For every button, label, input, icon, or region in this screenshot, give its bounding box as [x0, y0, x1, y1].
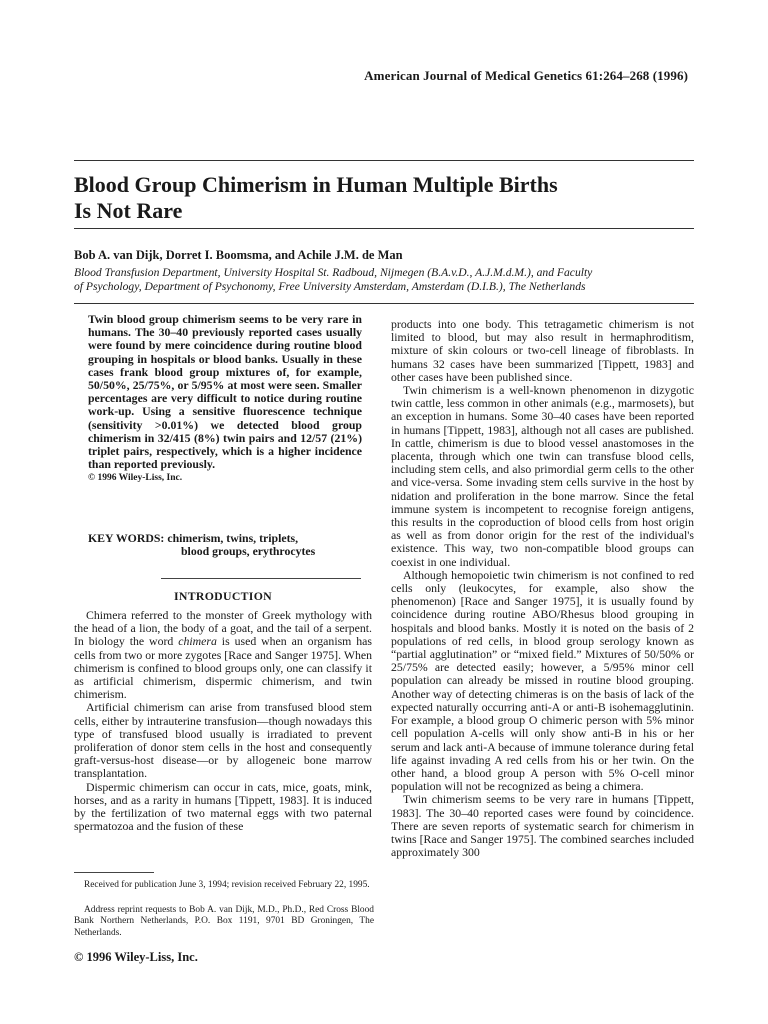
- keywords-label: KEY WORDS:: [88, 531, 165, 545]
- affiliation-line-2: of Psychology, Department of Psychonomy, Free University Amsterdam, Amsterdam (D.I.B.), The Netherlands: [74, 280, 586, 293]
- keywords: [88, 532, 362, 558]
- abstract-copyright: © 1996 Wiley-Liss, Inc.: [88, 473, 183, 484]
- footnote-rule: [74, 872, 154, 873]
- page-copyright: © 1996 Wiley-Liss, Inc.: [74, 950, 198, 964]
- title-rule-top: [74, 160, 694, 161]
- journal-citation: American Journal of Medical Genetics 61:264–268 (1996): [364, 68, 688, 83]
- introduction-heading: INTRODUCTION: [174, 589, 272, 603]
- title-line-1: Blood Group Chimerism in Human Multiple Births: [74, 172, 558, 197]
- footnote-received: Received for publication June 3, 1994; revision received February 22, 1995.: [84, 880, 370, 890]
- affiliation: [74, 266, 694, 294]
- keywords-line-1: chimerism, twins, triplets,: [167, 531, 299, 545]
- author-list: Bob A. van Dijk, Dorret I. Boomsma, and Achile J.M. de Man: [74, 248, 403, 262]
- footnote-address: Address reprint requests to Bob A. van Dijk, M.D., Ph.D., Red Cross Blood Bank Northern Netherlands, P.O. Box 1191, 9701 BD Groningen, The Netherlands.: [74, 905, 374, 938]
- intro-paragraph-1: Chimera referred to the monster of Greek mythology with the head of a lion, the body of a goat, and the tail of a serpent. In biology the word chimera is used when an organism has cells from two or more zygotes [Race and Sanger 1975]. When chimerism is confined to blood groups only, one can classify it as artificial chimerism, dispermic chimerism, and twin chimerism.: [74, 608, 373, 702]
- right-paragraph-4: Twin chimerism seems to be very rare in humans [Tippett, 1983]. The 30–40 reported cases were found by coincidence. There are seven reports of systematic search for chimerism in twins [Race and Sanger 1975]. The combined searches included approximately 300: [391, 792, 694, 860]
- right-paragraph-2: Twin chimerism is a well-known phenomenon in dizygotic twin cattle, less common in other animals (e.g., marmosets), but an exception in humans. Some 30–40 cases have been reported in humans [Tippett, 1983], although not all cases are published. In cattle, chimerism is due to blood vessel anastomoses in the placenta, through which one twin can transfuse blood cells, including stem cells, and also primordial germ cells to the other and vice-versa. Some invading stem cells survive in the host by nidation and proliferation in the bone marrow. Since the fetal immune system is incompetent to recognise foreign antigens, this results in the coproduction of blood cells from host origin as well as from donor origin for the rest of the individual's existence. This way, two non-compatible blood groups can coexist in one individual.: [391, 383, 694, 569]
- chimera-term: chimera: [178, 634, 217, 649]
- introduction-body: [74, 609, 372, 833]
- intro-paragraph-2: Artificial chimerism can arise from transfused blood stem cells, either by intrauterine transfusion—though nowadays this type of transfused blood usually is irradiated to prevent proliferation of donor stem cells in the host and consequently graft-versus-host disease—or by allogeneic bone marrow transplantation.: [74, 700, 372, 781]
- right-paragraph-3: Although hemopoietic twin chimerism is not confined to red cells only (leukocytes, for example, also show the phenomenon) [Race and Sanger 1975], it is usually found by coincidence during routine ABO/Rhesus blood grouping in hospitals and blood banks. Mostly it is noted on the basis of 2 populations of red cells, in blood group serology known as “partial agglutination” or “mixed field.” Mixtures of 50/50% or 25/75% are detected easily; however, a 5/95% minor cell population can already be missed in routine blood grouping. Another way of detecting chimeras is on the basis of lack of the expected naturally occurring anti-A or anti-B isohemagglutinin. For example, a blood group O chimeric person with 5% minor cell population A-cells will only show anti-B in his or her serum and lack anti-A because of immune tolerance during fetal life against invading A red cells from his or her twin. On the other hand, a blood group A person with 5% O-cell minor population will not be recognized as being a chimera.: [391, 567, 694, 794]
- affiliation-line-1: Blood Transfusion Department, University Hospital St. Radboud, Nijmegen (B.A.v.D., A.J.M.d.M.), and Faculty: [74, 266, 593, 279]
- abstract-text: Twin blood group chimerism seems to be very rare in humans. The 30–40 previously reported cases usually were found by mere coincidence during routine blood grouping in hospitals or blood banks. Usually in these cases frank blood group mixtures of, for example, 50/50%, 25/75%, or 5/95% at most were seen. Smaller percentages are very difficult to notice during routine work-up. Using a sensitive fluorescence technique (sensitivity >0.01%) we detected blood group chimerism in 32/415 (8%) twin pairs and 12/57 (21%) triplet pairs, respectively, which is a higher incidence than reported previously.: [88, 312, 362, 472]
- title-rule-bottom: [74, 228, 694, 229]
- right-paragraph-1: products into one body. This tetragametic chimerism is not limited to blood, but may also result in hermaphroditism, mixture of skin colours or two-cell lineage of fibroblasts. In humans 32 cases have been summarized [Tippett, 1983] and other cases have been published since.: [391, 317, 694, 384]
- keywords-line-2: blood groups, erythrocytes: [181, 544, 316, 559]
- abstract: [88, 313, 362, 486]
- header-rule: [74, 303, 694, 304]
- section-divider: [161, 578, 361, 579]
- intro-paragraph-3: Dispermic chimerism can occur in cats, mice, goats, mink, horses, and as a rarity in humans [Tippett, 1983]. It is induced by the fertilization of two maternal eggs with two paternal spermatozoa and the fusion of these: [74, 779, 372, 834]
- right-column-body: [391, 318, 694, 859]
- article-title: [74, 172, 694, 224]
- title-line-2: Is Not Rare: [74, 198, 183, 223]
